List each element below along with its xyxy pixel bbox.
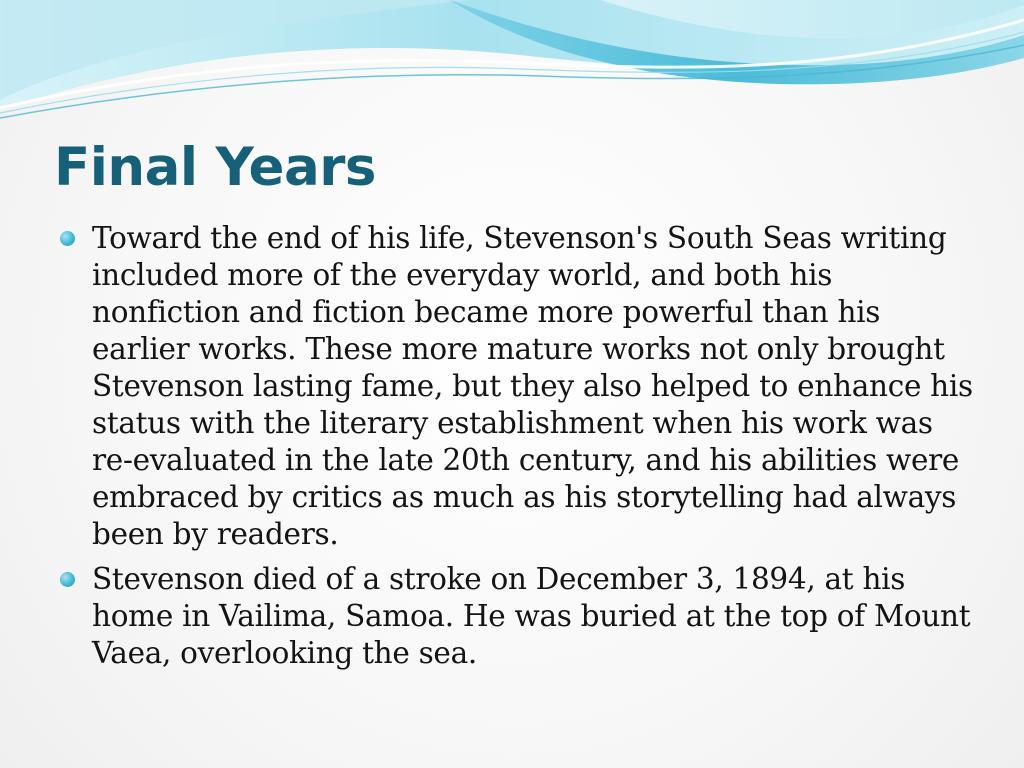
bullet-list <box>60 220 980 680</box>
wave-banner <box>0 0 1024 130</box>
bullet-dot-icon <box>60 231 75 246</box>
bullet-dot-icon <box>60 572 75 587</box>
bullet-text: Toward the end of his life, Stevenson's South Seas writing included more of the everyday world, and both his nonfiction and fiction became more powerful than his earlier works. These more mature works not only brought Stevenson lasting fame, but they also helped to enhance his status with the literary establishment when his work was re-evaluated in the late 20th century, and his abilities were embraced by critics as much as his storytelling had always been by readers. <box>92 221 973 551</box>
bullet-item <box>60 561 980 672</box>
slide-title: Final Years <box>54 137 376 198</box>
bullet-item <box>60 220 980 553</box>
bullet-text: Stevenson died of a stroke on December 3, 1894, at his home in Vailima, Samoa. He was buried at the top of Mount Vaea, overlooking the sea. <box>92 562 971 670</box>
